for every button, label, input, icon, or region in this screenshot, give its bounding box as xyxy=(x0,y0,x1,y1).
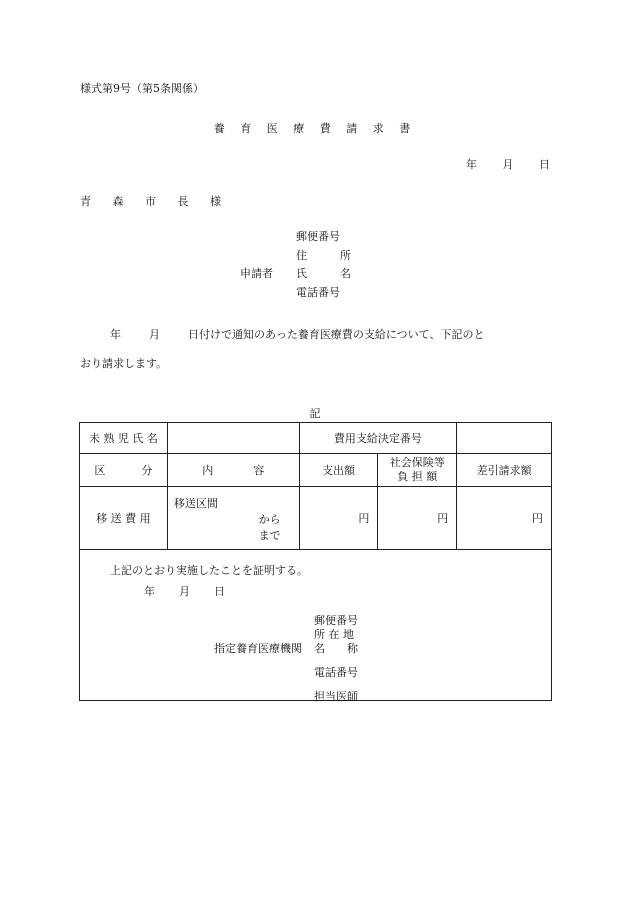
form-number: 様式第9号（第5条関係） xyxy=(80,82,204,95)
cert-year-label: 年 xyxy=(144,585,155,598)
cert-day-label: 日 xyxy=(214,585,225,598)
decision-number-field[interactable] xyxy=(457,423,552,454)
transport-route-cell[interactable] xyxy=(167,487,299,550)
request-text-line1 xyxy=(110,326,484,342)
certification-date xyxy=(144,583,249,599)
expense-amount-cell[interactable] xyxy=(299,487,378,550)
claim-table xyxy=(79,422,552,701)
to-label: まで xyxy=(258,529,281,542)
institution-name-label: 名 称 xyxy=(314,642,358,655)
institution-location-label: 所 在 地 xyxy=(314,628,354,641)
document-title: 養 育 医 療 費 請 求 書 xyxy=(213,122,417,135)
yen-unit: 円 xyxy=(437,512,449,525)
insurance-label-line1: 社会保険等 xyxy=(389,456,445,469)
institution-phone-label: 電話番号 xyxy=(314,666,358,679)
applicant-phone-label: 電話番号 xyxy=(296,286,340,299)
category-header xyxy=(80,454,168,487)
contents-label-b: 容 xyxy=(253,464,265,477)
claim-header: 差引請求額 xyxy=(457,454,552,487)
infant-name-field[interactable] xyxy=(167,423,299,454)
yen-unit: 円 xyxy=(358,512,370,525)
expense-header: 支出額 xyxy=(299,454,378,487)
infant-name-label: 未 熟 児 氏 名 xyxy=(80,423,168,454)
contents-header xyxy=(167,454,299,487)
insurance-amount-cell[interactable] xyxy=(378,487,457,550)
addressee: 青 森 市 長 様 xyxy=(80,195,230,208)
ki-heading: 記 xyxy=(309,407,321,420)
doctor-label: 担当医師 xyxy=(314,690,358,703)
claim-amount-cell[interactable] xyxy=(457,487,552,550)
body-line1-text: 日付けで通知のあった養育医療費の支給について、下記のと xyxy=(188,328,485,341)
contents-label-a: 内 xyxy=(202,464,214,477)
date-line xyxy=(444,156,550,172)
transport-route-label: 移送区間 xyxy=(173,497,218,510)
institution-postal-label: 郵便番号 xyxy=(314,614,358,627)
institution-role-label: 指定養育医療機関 xyxy=(214,642,302,655)
applicant-role-label: 申請者 xyxy=(240,267,273,280)
decision-number-label: 費用支給決定番号 xyxy=(299,423,457,454)
date-month-label: 月 xyxy=(502,158,514,171)
insurance-label-line2: 負 担 額 xyxy=(397,470,438,483)
date-year-label: 年 xyxy=(466,158,477,171)
category-label-a: 区 xyxy=(94,464,106,477)
body-year-label: 年 xyxy=(110,328,121,341)
cert-month-label: 月 xyxy=(179,585,190,598)
transport-cost-label: 移 送 費 用 xyxy=(80,487,168,550)
request-text-line2: おり請求します。 xyxy=(80,357,168,370)
certification-statement: 上記のとおり実施したことを証明する。 xyxy=(110,564,308,577)
body-month-label: 月 xyxy=(149,328,160,341)
applicant-address-label: 住 所 xyxy=(296,249,351,262)
certification-section xyxy=(80,550,552,701)
yen-unit: 円 xyxy=(532,512,543,525)
applicant-name-label: 氏 名 xyxy=(296,267,351,280)
from-label: から xyxy=(258,513,281,526)
date-day-label: 日 xyxy=(539,158,550,171)
category-label-b: 分 xyxy=(141,464,153,477)
applicant-postal-label: 郵便番号 xyxy=(296,230,340,243)
insurance-header xyxy=(378,454,457,487)
